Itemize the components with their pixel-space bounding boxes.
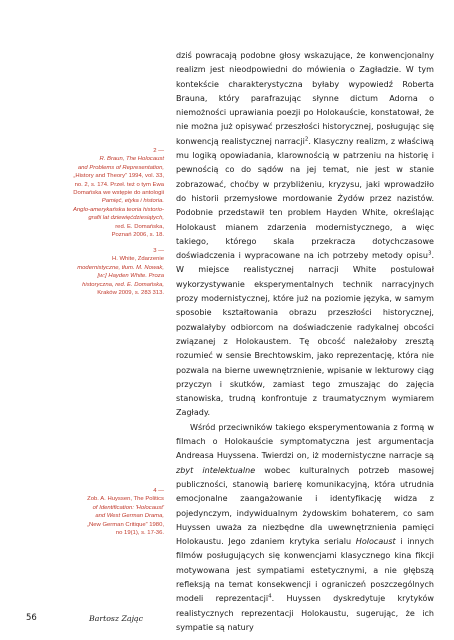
sidenote-line: H. White, Zdarzenie	[111, 256, 164, 263]
sidenote-3	[32, 247, 164, 297]
sidenote-line: „History and Theory” 1994, vol. 33,	[73, 173, 164, 180]
sidenote-line: R. Braun, The Holocaust	[99, 156, 164, 163]
sidenote-line: Poznań 2006, s. 18.	[111, 232, 164, 239]
footnote-ref-3: 3	[427, 250, 432, 257]
paragraph-2-emphasis-title: Holocaust	[355, 537, 396, 547]
sidenote-line: „New German Critique” 1980,	[87, 521, 164, 528]
sidenote-4-number: 4 —	[32, 487, 164, 495]
main-text-column	[176, 49, 434, 635]
sidenote-2-number: 2 —	[32, 147, 164, 155]
sidenote-line: no. 2, s. 174. Przeł. też o tym Ewa	[74, 181, 164, 188]
paragraph-2-part-a: Wśród przeciwników takiego eksperymentowania z formą w filmach o Holokauście symptomatyczna jest argumentacja Andreasa Huyssena. Twierdzi on, iż modernistyczne narracje są	[176, 422, 434, 461]
sidenote-2	[32, 147, 164, 239]
sidenote-line: modernistyczne, tłum. M. Nowak,	[77, 264, 164, 271]
paragraph-2-part-d: . Huyssen dyskredytuje krytyków realistycznych reprezentacji Holokaustu, sugerując, że ich sympatie są natury	[176, 594, 434, 632]
paragraph-2	[176, 421, 434, 635]
sidenote-line: historyczna, red. E. Domańska,	[82, 281, 164, 288]
paragraph-1-part-b: . Klasyczny realizm, z właściwą mu logiką opowiadania, klarownością w patrzeniu na historię i pewnością co do sądów na jej temat, nie jest w stanie zobrazować, choćby w przybliżeniu, kryzysu, jaki wprowadziło do historii przemysłowe mordowanie Żydów przez nazistów. Podobnie przedstawił ten problem Hayden White, określając Holokaust mianem zdarzenia modernistycznego, a więc takiego, którego skala przekracza dotychczasowe doświadczenia i wypracowane na ich potrzeby metody opisu	[176, 136, 434, 261]
paragraph-2-emphasis: zbyt intelektualne	[176, 465, 256, 475]
sidenote-4	[32, 487, 164, 537]
paragraph-1-part-a: dziś powracają podobne głosy wskazujące, że konwencjonalny realizm jest nieodpowiedni do mówienia o Zagładzie. W tym kontekście charakterystyczna byłaby wypowiedź Roberta Brauna, który parafrazując słynne dictum Adorna o niemożności uprawiania poezji po Holokauście, konstatował, że nie można już opisywać przeszłości historycznej, posługując się konwencją realistycznej narracji	[176, 51, 434, 146]
paragraph-1	[176, 49, 434, 421]
running-author: Bartosz Zając	[89, 614, 144, 623]
page-number: 56	[26, 613, 37, 623]
sidenote-line: Kraków 2009, s. 283 313.	[97, 290, 164, 297]
sidenote-line: and Problems of Representation,	[77, 164, 164, 171]
sidenote-line: [w:] Hayden White. Proza	[97, 273, 164, 280]
sidenote-line: red. E. Domańska,	[115, 223, 164, 230]
footnote-ref-4: 4	[268, 593, 272, 600]
sidenote-line: of Identification: 'Holocaust'	[92, 504, 164, 511]
sidenote-line: Pamięć, etyka i historia.	[101, 198, 164, 205]
sidenote-line: Anglo-amerykańska teoria historio-	[72, 206, 164, 213]
sidenote-3-number: 3 —	[32, 247, 164, 255]
footnote-ref-2: 2	[304, 136, 309, 143]
sidenote-line: Domańska we wstępie do antologii	[73, 190, 164, 197]
paragraph-2-part-c: i innych filmów posługujących się konwencjami klasycznego kina fikcji motywowana jest sympatiami estetycznymi, a nie głębszą refleksją na temat konsekwencji i ograniczeń poszczególnych modeli reprezentacji	[176, 537, 434, 604]
sidenote-line: grafii lat dziewięćdziesiątych,	[88, 215, 164, 222]
page-footer	[26, 613, 144, 623]
sidenote-line: Zob. A. Huyssen, The Politics	[87, 496, 164, 503]
sidenote-line: and West German Drama,	[95, 513, 164, 520]
paragraph-1-part-c: . W miejsce realistycznej narracji White postulował wykorzystywanie eksperymentalnych technik narracyjnych prozy modernistycznej, które już na poziomie języka, w samym sposobie kształtowania obrazu przeszłości historycznej, pozwalałyby odbiorcom na doświadczenie radykalnej obcości związanej z Holokaustem. Tę obcość należałoby zresztą rozumieć w sensie Brechtowskim, jako reprezentację, która nie pozwala na bierne uwewnętrznienie, wpisanie w lekturowy ciąg przyczyn i skutków, zamiast tego zmuszając do zajęcia stanowiska, trudną konfrontuje z traumatycznym wymiarem Zagłady.	[176, 251, 434, 418]
sidenote-line: no 19(1), s. 17-36.	[115, 530, 164, 537]
paragraph-2-part-b: wobec kulturalnych potrzeb masowej publiczności, stanowią barierę komunikacyjną, która utrudnia emocjonalne zaangażowanie i identyfikację widza z pojedynczym, indywidualnym żydowskim bohaterem, co sam Huyssen uważa za niezbędne dla uwewnętrznienia pamięci Holokaustu. Jego zdaniem krytyka serialu	[176, 465, 434, 547]
